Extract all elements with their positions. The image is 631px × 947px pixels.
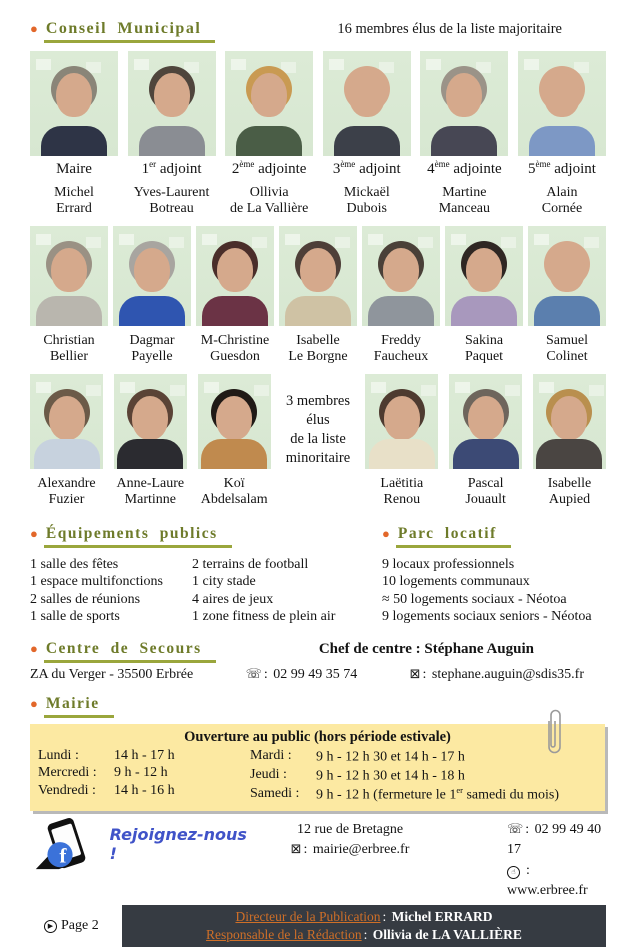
role-text: 3 <box>332 161 341 177</box>
member-photo <box>420 51 508 156</box>
council-member <box>518 51 606 217</box>
avatar-head <box>468 396 504 440</box>
mairie-address: 12 rue de Bretagne <box>296 822 404 838</box>
secours-info <box>30 667 606 683</box>
equipements-title: Équipements publics <box>44 525 232 548</box>
member-photo <box>518 51 606 156</box>
first-name: Dagmar <box>129 333 175 349</box>
member-role <box>420 159 508 178</box>
hours-row <box>250 785 597 804</box>
council-member <box>114 374 187 508</box>
role-text: adjoint <box>550 161 596 177</box>
minority-note <box>281 374 354 508</box>
last-name: Le Borgne <box>288 349 348 365</box>
member-name <box>445 333 523 365</box>
member-photo <box>362 226 440 326</box>
page-number <box>30 918 122 934</box>
secours-email[interactable] <box>410 667 584 683</box>
avatar-torso <box>334 126 400 156</box>
avatar-head <box>49 396 85 440</box>
list-item: 4 aires de jeux <box>192 591 274 607</box>
equipements-col2 <box>192 556 370 627</box>
member-photo <box>30 374 103 469</box>
avatar-torso <box>529 126 595 156</box>
avatar-torso <box>119 296 185 326</box>
role-text: 5 <box>528 161 536 177</box>
separator: : <box>382 909 390 925</box>
last-name: Colinet <box>546 349 588 365</box>
role-text: 2 <box>231 161 240 177</box>
email-address[interactable]: mairie@erbree.fr <box>312 842 410 858</box>
member-photo <box>30 226 108 326</box>
first-name: Laëtitia <box>380 476 424 492</box>
equipements-lists <box>30 556 382 627</box>
member-name <box>362 333 440 365</box>
conseil-header <box>30 20 606 43</box>
council-member <box>279 226 357 365</box>
avatar-torso <box>451 296 517 326</box>
list-item: 1 zone fitness de plein air <box>192 609 336 625</box>
member-photo <box>30 51 118 156</box>
redaction-name: Ollivia de LA VALLIÈRE <box>372 926 522 942</box>
member-photo <box>196 226 274 326</box>
facebook-phone-icon[interactable] <box>30 818 102 870</box>
day-label: Mardi : <box>250 748 292 764</box>
council-member <box>128 51 216 217</box>
secours-section <box>30 640 606 683</box>
last-name: de La Vallière <box>230 201 309 217</box>
day-label: Jeudi : <box>250 767 287 783</box>
list-item: 1 salle des fêtes <box>30 556 119 572</box>
role-sup: ème <box>434 159 450 169</box>
council-member <box>30 226 108 365</box>
avatar-head <box>349 73 385 117</box>
separator: : <box>263 667 272 683</box>
first-name: Anne-Laure <box>116 476 185 492</box>
council-member <box>196 226 274 365</box>
day-label: Mercredi : <box>38 765 97 781</box>
last-name: Paquet <box>464 349 504 365</box>
page-arrow-icon: ▶ <box>44 920 57 933</box>
avatar-torso <box>285 296 351 326</box>
list-item: 1 espace multifonctions <box>30 574 163 590</box>
last-name: Aupied <box>548 492 591 508</box>
member-name <box>533 476 606 508</box>
member-photo <box>128 51 216 156</box>
secours-title: Centre de Secours <box>44 640 216 663</box>
day-hours: 14 h - 16 h <box>114 782 175 798</box>
paperclip-icon <box>543 705 565 761</box>
parc-title: Parc locatif <box>396 525 511 548</box>
last-name: Fuzier <box>48 492 85 508</box>
day-hours: 9 h - 12 h 30 et 14 h - 17 h <box>316 749 465 765</box>
last-name: Faucheux <box>373 349 429 365</box>
minority-note-line: de la liste <box>290 431 346 448</box>
facebook-letter: f <box>59 843 67 868</box>
avatar-head <box>549 248 585 292</box>
list-item: 9 locaux professionnels <box>382 556 515 572</box>
publication-label: Directeur de la Publication <box>235 909 381 925</box>
bullet-icon: ● <box>382 525 390 541</box>
avatar-head <box>446 73 482 117</box>
member-photo <box>198 374 271 469</box>
member-name <box>225 185 313 217</box>
member-role <box>225 159 313 178</box>
member-name <box>114 476 187 508</box>
bullet-icon: ● <box>30 21 38 36</box>
member-photo <box>114 374 187 469</box>
last-name: Martinne <box>124 492 176 508</box>
minority-note-line: élus <box>306 412 330 429</box>
parc-block <box>382 525 606 627</box>
first-name: M-Christine <box>200 333 270 349</box>
join-us-label: Rejoignez-nous ! <box>109 825 247 864</box>
council-member <box>449 374 522 508</box>
redaction-label: Responsable de la Rédaction <box>206 926 362 942</box>
council-member <box>113 226 191 365</box>
last-name: Cornée <box>541 201 583 217</box>
phone-icon: ☏ <box>245 667 262 683</box>
facebook-promo[interactable] <box>30 818 255 870</box>
member-name <box>528 333 606 365</box>
day-hours: 9 h - 12 h (fermeture le 1er samedi du mois) <box>316 785 559 803</box>
council-member <box>323 51 411 217</box>
last-name: Bellier <box>49 349 89 365</box>
last-name: Botreau <box>149 201 194 217</box>
avatar-head <box>551 396 587 440</box>
member-name <box>449 476 522 508</box>
first-name: Pascal <box>467 476 504 492</box>
member-role <box>323 159 411 178</box>
list-item: 2 salles de réunions <box>30 591 141 607</box>
member-name <box>113 333 191 365</box>
council-member <box>528 226 606 365</box>
member-name <box>128 185 216 217</box>
parc-list <box>382 556 606 627</box>
email-address[interactable]: stephane.auguin@sdis35.fr <box>431 667 584 683</box>
phone-icon: ☏ <box>507 822 524 838</box>
equipements-block <box>30 525 382 627</box>
minority-note-line: 3 membres <box>285 393 350 410</box>
avatar-head <box>216 396 252 440</box>
redaction-credit <box>122 926 606 944</box>
first-name: Michel <box>54 185 94 200</box>
mairie-email-line[interactable] <box>255 840 445 860</box>
mail-icon: ⊠ <box>409 667 421 683</box>
avatar-torso <box>369 439 435 469</box>
council-member <box>365 374 438 508</box>
first-name: Alexandre <box>37 476 96 492</box>
first-name: Samuel <box>546 333 588 349</box>
role-sup: ème <box>239 159 255 169</box>
hours-row <box>38 747 250 764</box>
first-name: Ollivia <box>249 185 289 200</box>
avatar-head <box>466 248 502 292</box>
member-photo <box>528 226 606 326</box>
first-name: Sakina <box>464 333 504 349</box>
mairie-header <box>30 695 606 718</box>
opening-hours-box <box>30 724 605 811</box>
list-item: 10 logements communaux <box>382 574 530 590</box>
council-row-1 <box>30 51 606 217</box>
avatar-torso <box>36 296 102 326</box>
council-member <box>225 51 313 217</box>
avatar-head <box>154 73 190 117</box>
last-name: Errard <box>56 201 92 217</box>
council-row-3 <box>30 374 606 508</box>
minority-note-line: minoritaire <box>285 449 351 466</box>
role-text: 4 <box>427 161 435 177</box>
avatar-head <box>300 248 336 292</box>
member-photo <box>449 374 522 469</box>
separator: : <box>422 667 430 683</box>
avatar-head <box>544 73 580 117</box>
council-row-2 <box>30 226 606 365</box>
day-label: Vendredi : <box>38 782 96 798</box>
avatar-torso <box>117 439 183 469</box>
first-name: Yves-Laurent <box>133 185 210 200</box>
mairie-section <box>30 695 606 901</box>
mairie-phone-block <box>445 820 606 901</box>
chef-de-centre: Chef de centre : Stéphane Auguin <box>318 641 534 658</box>
hours-left-column <box>38 747 250 804</box>
first-name: Isabelle <box>296 333 340 349</box>
day-label: Lundi : <box>38 748 79 764</box>
avatar-torso <box>34 439 100 469</box>
credits-bar <box>122 905 606 947</box>
mairie-title: Mairie <box>44 695 114 718</box>
list-item: 2 terrains de football <box>192 556 309 572</box>
member-name <box>30 333 108 365</box>
avatar-head <box>384 396 420 440</box>
page-label: Page 2 <box>61 918 99 934</box>
secours-header <box>30 640 606 663</box>
member-name <box>30 185 118 217</box>
web-icon: ☝ <box>507 866 520 879</box>
role-sup: ème <box>340 159 356 169</box>
first-name: Christian <box>43 333 95 349</box>
separator: : <box>525 822 533 838</box>
first-name: Koï <box>223 476 245 492</box>
phone-number: 02 99 49 40 17 <box>507 822 602 858</box>
last-name: Payelle <box>131 349 173 365</box>
avatar-head <box>217 248 253 292</box>
list-item: 9 logements sociaux seniors - Néotoa <box>382 609 592 625</box>
avatar-torso <box>236 126 302 156</box>
last-name: Renou <box>383 492 421 508</box>
phone-number: 02 99 49 35 74 <box>273 667 358 683</box>
secours-phone <box>246 667 358 683</box>
role-text: adjoint <box>355 161 401 177</box>
facilities-section <box>30 525 606 627</box>
bullet-icon: ● <box>30 525 38 541</box>
member-name <box>323 185 411 217</box>
hours-title: Ouverture au public (hors période estivale) <box>184 729 451 746</box>
last-name: Guesdon <box>210 349 260 365</box>
publication-name: Michel ERRARD <box>391 909 493 925</box>
member-role <box>518 159 606 178</box>
day-label: Samedi : <box>250 786 300 802</box>
avatar-torso <box>41 126 107 156</box>
page-footer <box>30 905 606 947</box>
council-member <box>198 374 271 508</box>
avatar-torso <box>453 439 519 469</box>
council-member <box>420 51 508 217</box>
member-name <box>30 476 103 508</box>
first-name: Alain <box>546 185 578 200</box>
avatar-torso <box>368 296 434 326</box>
day-hours: 9 h - 12 h <box>114 765 168 781</box>
role-sup: ème <box>535 159 551 169</box>
hours-row <box>38 782 250 799</box>
avatar-torso <box>534 296 600 326</box>
website-url[interactable]: www.erbree.fr <box>507 883 588 898</box>
avatar-head <box>251 73 287 117</box>
last-name: Abdelsalam <box>200 492 268 508</box>
member-name <box>365 476 438 508</box>
equipements-header <box>30 525 382 548</box>
list-item: 1 salle de sports <box>30 609 120 625</box>
parc-header <box>382 525 606 548</box>
role-text: 1 <box>141 161 150 177</box>
hours-row <box>250 766 597 785</box>
hours-row <box>38 764 250 781</box>
separator: : <box>363 926 371 942</box>
member-name <box>198 476 271 508</box>
member-photo <box>323 51 411 156</box>
separator: : <box>526 862 530 878</box>
member-name <box>196 333 274 365</box>
equipements-col1 <box>30 556 192 627</box>
role-text: adjointe <box>254 161 307 177</box>
council-member <box>30 374 103 508</box>
avatar-torso <box>139 126 205 156</box>
role-sup: er <box>149 159 157 169</box>
last-name: Dubois <box>346 201 387 217</box>
member-photo <box>113 226 191 326</box>
avatar-torso <box>201 439 267 469</box>
member-photo <box>533 374 606 469</box>
member-photo <box>365 374 438 469</box>
mairie-phone-line <box>507 820 606 861</box>
last-name: Jouault <box>465 492 506 508</box>
council-member <box>533 374 606 508</box>
publication-credit <box>122 908 606 926</box>
first-name: Mickaël <box>343 185 390 200</box>
secours-address: ZA du Verger - 35500 Erbrée <box>30 667 194 683</box>
member-name <box>279 333 357 365</box>
bullet-icon: ● <box>30 641 38 657</box>
list-item: ≈ 50 logements sociaux - Néotoa <box>382 591 567 607</box>
first-name: Martine <box>442 185 487 200</box>
council-member <box>30 51 118 217</box>
avatar-head <box>51 248 87 292</box>
avatar-torso <box>202 296 268 326</box>
avatar-torso <box>536 439 602 469</box>
conseil-title: Conseil Municipal <box>44 20 215 43</box>
majority-note: 16 membres élus de la liste majoritaire <box>337 21 562 37</box>
mail-icon: ⊠ <box>290 842 302 858</box>
first-name: Freddy <box>381 333 421 349</box>
avatar-head <box>134 248 170 292</box>
avatar-head <box>132 396 168 440</box>
member-role <box>128 159 216 178</box>
bullet-icon: ● <box>30 696 38 712</box>
avatar-head <box>383 248 419 292</box>
role-text: adjoint <box>156 161 202 177</box>
mairie-website-line[interactable] <box>507 861 606 902</box>
first-name: Isabelle <box>547 476 592 492</box>
role-text: Maire <box>56 161 92 177</box>
separator: : <box>303 842 311 858</box>
avatar-head <box>56 73 92 117</box>
contact-strip <box>30 818 606 901</box>
list-item: 1 city stade <box>192 574 256 590</box>
member-role <box>30 159 118 178</box>
member-photo <box>445 226 523 326</box>
hours-columns <box>38 747 597 804</box>
council-member <box>445 226 523 365</box>
member-photo <box>279 226 357 326</box>
member-photo <box>225 51 313 156</box>
council-member <box>362 226 440 365</box>
member-name <box>518 185 606 217</box>
day-hours: 9 h - 12 h 30 et 14 h - 18 h <box>316 768 465 784</box>
avatar-torso <box>431 126 497 156</box>
role-text: adjointe <box>449 161 502 177</box>
last-name: Manceau <box>438 201 491 217</box>
member-name <box>420 185 508 217</box>
day-hours: 14 h - 17 h <box>114 748 175 764</box>
mairie-address-block <box>255 820 445 861</box>
